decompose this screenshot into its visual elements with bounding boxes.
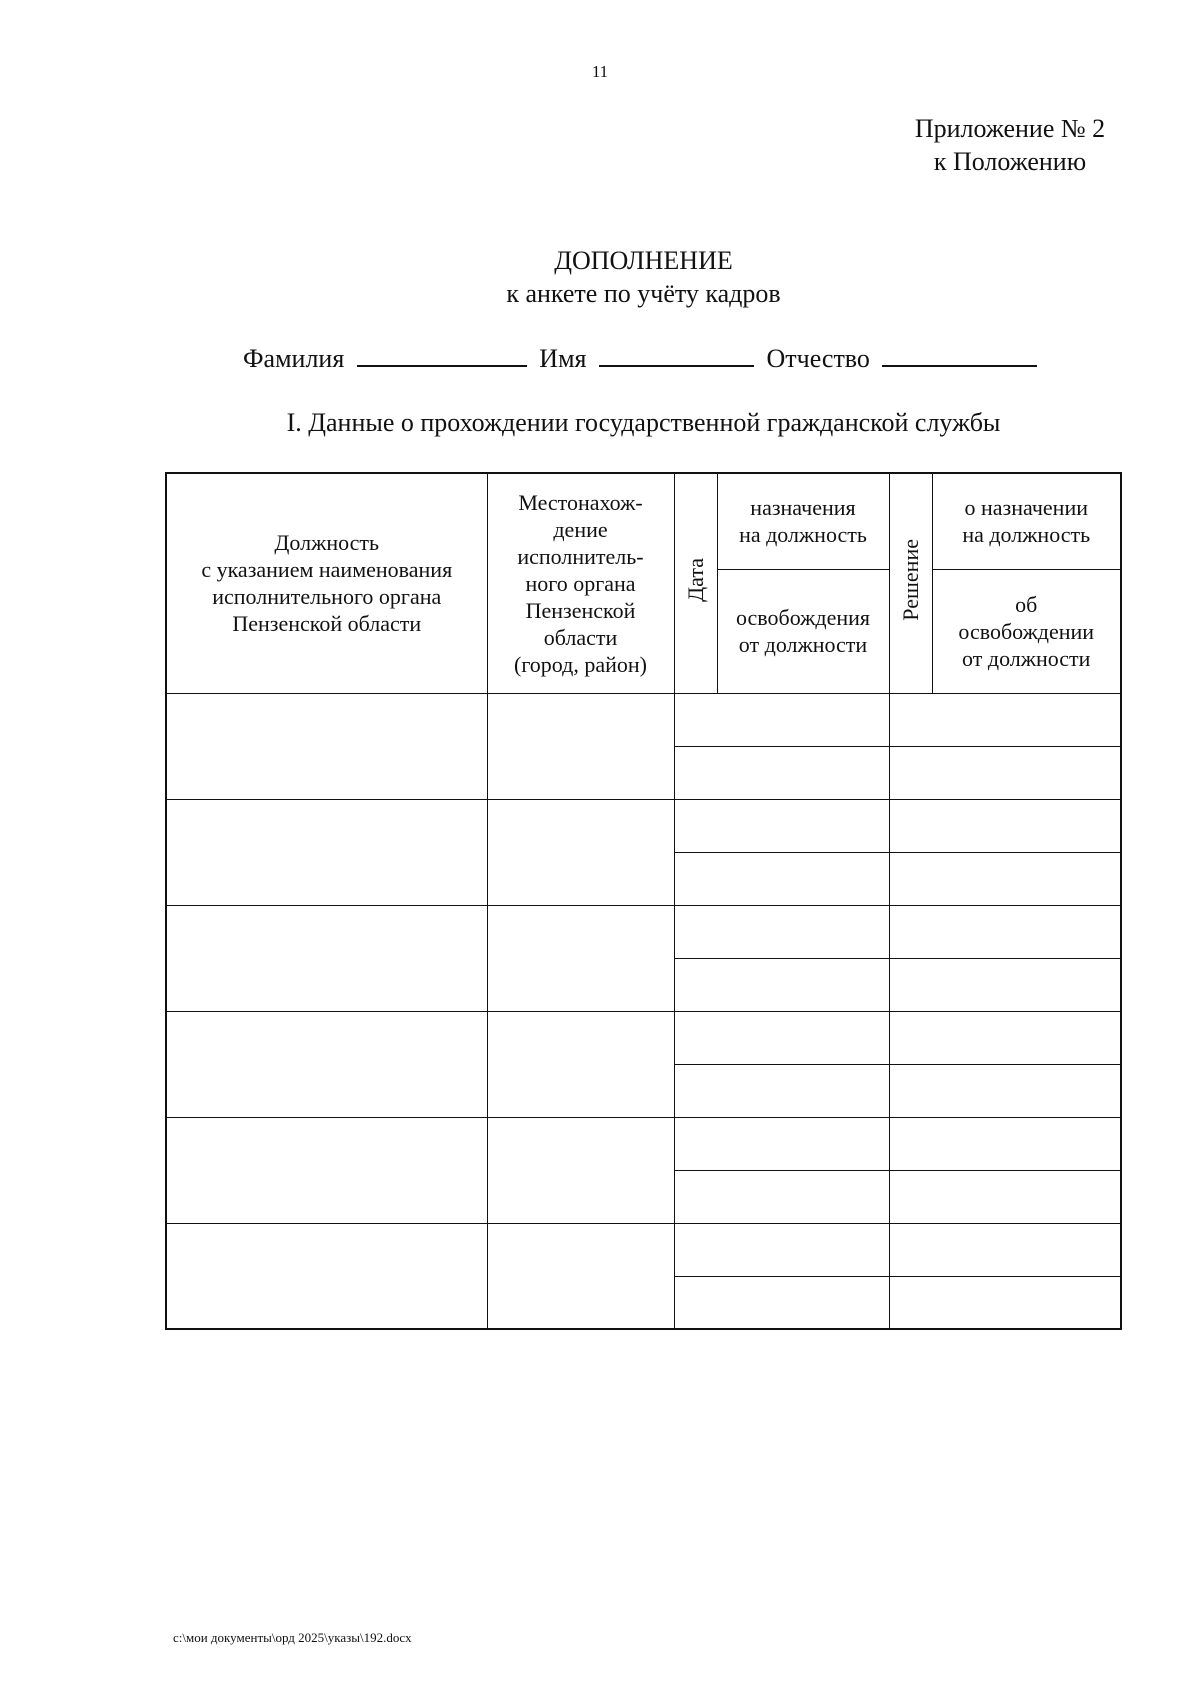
service-history-table (165, 472, 1122, 1330)
header-location: Местонахож- дение исполнитель- ного органа Пензенской области (город, район) (487, 473, 674, 693)
page-number: 11 (591, 62, 609, 81)
cell-position[interactable] (166, 693, 487, 799)
surname-field[interactable] (357, 364, 527, 367)
footer-file-path: c:\мои документы\орд 2025\указы\192.docx (173, 1630, 412, 1645)
name-label: Имя (539, 344, 587, 373)
table-row (166, 1117, 1121, 1170)
surname-label: Фамилия (243, 344, 345, 373)
cell-decision-appointment[interactable] (889, 1223, 1121, 1276)
header-date-release: освобождения от должности (717, 569, 889, 693)
cell-decision-release[interactable] (889, 852, 1121, 905)
cell-date-appointment[interactable] (674, 1223, 889, 1276)
cell-date-release[interactable] (674, 746, 889, 799)
appendix-reference (900, 112, 1120, 178)
header-decision-appointment: о назначении на должность (932, 473, 1121, 569)
cell-decision-release[interactable] (889, 1170, 1121, 1223)
cell-decision-appointment[interactable] (889, 905, 1121, 958)
cell-location[interactable] (487, 1117, 674, 1223)
cell-decision-release[interactable] (889, 1064, 1121, 1117)
cell-location[interactable] (487, 1223, 674, 1329)
name-field[interactable] (599, 364, 754, 367)
document-title: ДОПОЛНЕНИЕ (554, 246, 733, 275)
cell-date-appointment[interactable] (674, 693, 889, 746)
cell-position[interactable] (166, 1011, 487, 1117)
table-header-row (166, 473, 1121, 569)
appendix-line-2: к Положению (933, 147, 1087, 176)
cell-date-release[interactable] (674, 852, 889, 905)
header-date-appointment: назначения на должность (717, 473, 889, 569)
document-subtitle: к анкете по учёту кадров (506, 279, 781, 308)
cell-location[interactable] (487, 693, 674, 799)
cell-decision-appointment[interactable] (889, 1117, 1121, 1170)
header-decision: Решение (889, 473, 932, 693)
table-row (166, 693, 1121, 746)
table-row (166, 1223, 1121, 1276)
cell-date-release[interactable] (674, 1064, 889, 1117)
cell-position[interactable] (166, 799, 487, 905)
cell-position[interactable] (166, 1117, 487, 1223)
cell-decision-appointment[interactable] (889, 693, 1121, 746)
section-title: I. Данные о прохождении государственной гражданской службы (286, 408, 1001, 437)
cell-date-appointment[interactable] (674, 1011, 889, 1064)
cell-location[interactable] (487, 905, 674, 1011)
cell-position[interactable] (166, 1223, 487, 1329)
cell-date-release[interactable] (674, 958, 889, 1011)
table-row (166, 799, 1121, 852)
header-position: Должность с указанием наименования исполнительного органа Пензенской области (166, 473, 487, 693)
cell-decision-appointment[interactable] (889, 799, 1121, 852)
appendix-line-1: Приложение № 2 (914, 114, 1106, 143)
cell-date-appointment[interactable] (674, 1117, 889, 1170)
cell-location[interactable] (487, 1011, 674, 1117)
table-row (166, 1011, 1121, 1064)
cell-date-release[interactable] (674, 1276, 889, 1329)
table-row (166, 905, 1121, 958)
patronymic-label: Отчество (766, 344, 870, 373)
cell-position[interactable] (166, 905, 487, 1011)
cell-decision-release[interactable] (889, 1276, 1121, 1329)
patronymic-field[interactable] (882, 364, 1037, 367)
cell-decision-release[interactable] (889, 958, 1121, 1011)
cell-decision-appointment[interactable] (889, 1011, 1121, 1064)
cell-location[interactable] (487, 799, 674, 905)
name-fields-line (243, 344, 1043, 374)
cell-date-release[interactable] (674, 1170, 889, 1223)
cell-decision-release[interactable] (889, 746, 1121, 799)
cell-date-appointment[interactable] (674, 799, 889, 852)
cell-date-appointment[interactable] (674, 905, 889, 958)
header-decision-release: об освобождении от должности (932, 569, 1121, 693)
header-date: Дата (674, 473, 717, 693)
